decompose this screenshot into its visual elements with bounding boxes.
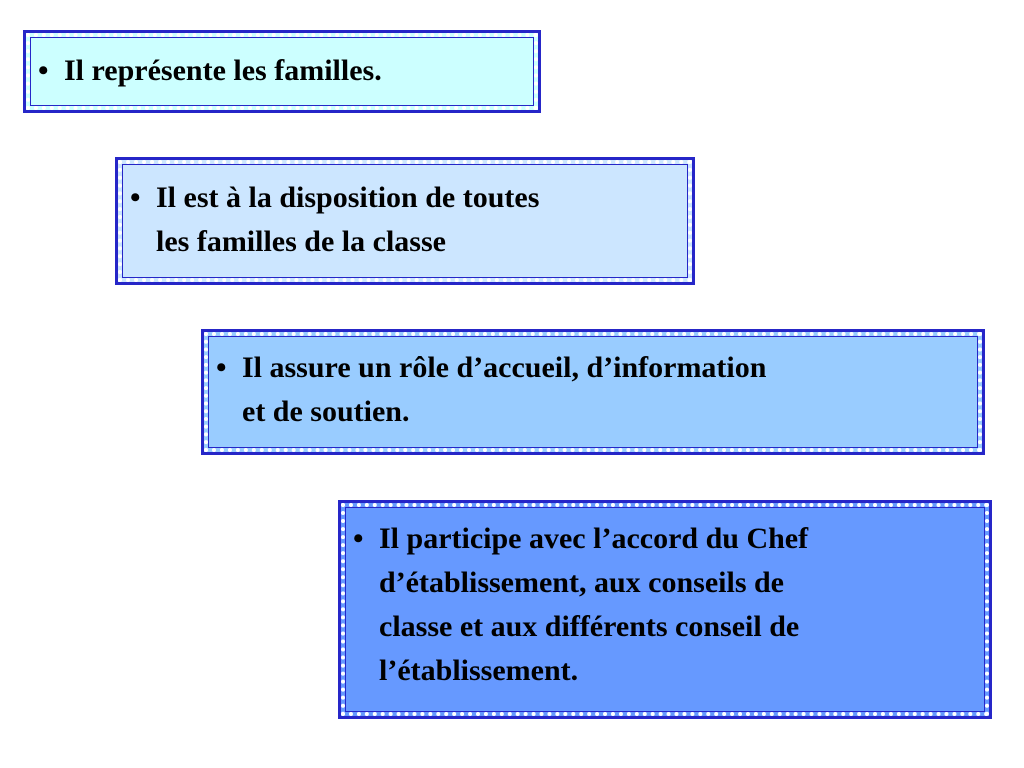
bullet-line: l’établissement. bbox=[379, 654, 579, 687]
text-box-welcome-role bbox=[204, 332, 982, 452]
bullet-glyph: • bbox=[216, 351, 227, 384]
bullet-text bbox=[379, 517, 808, 693]
bullet-text bbox=[156, 176, 539, 264]
bullet-line: les familles de la classe bbox=[156, 225, 446, 258]
bullet-line: Il est à la disposition de toutes bbox=[156, 181, 540, 214]
bullet-line: Il participe avec l’accord du Chef bbox=[379, 522, 809, 555]
bullet-glyph: • bbox=[130, 181, 141, 214]
bullet-item bbox=[216, 346, 766, 434]
bullet-item bbox=[38, 49, 382, 93]
bullet-glyph: • bbox=[38, 54, 49, 87]
bullet-line: d’établissement, aux conseils de bbox=[379, 566, 784, 599]
bullet-line: Il assure un rôle d’accueil, d’information bbox=[242, 351, 767, 384]
text-box-participates-councils bbox=[341, 503, 989, 716]
bullet-line: et de soutien. bbox=[242, 395, 410, 428]
bullet-line: Il représente les familles. bbox=[64, 54, 382, 87]
text-box-available-to-families bbox=[118, 160, 692, 282]
bullet-item bbox=[130, 176, 539, 264]
bullet-text bbox=[64, 49, 382, 93]
bullet-item bbox=[353, 517, 808, 693]
text-box-represents-families bbox=[26, 33, 538, 110]
bullet-glyph: • bbox=[353, 522, 364, 555]
bullet-text bbox=[242, 346, 766, 434]
bullet-line: classe et aux différents conseil de bbox=[379, 610, 800, 643]
